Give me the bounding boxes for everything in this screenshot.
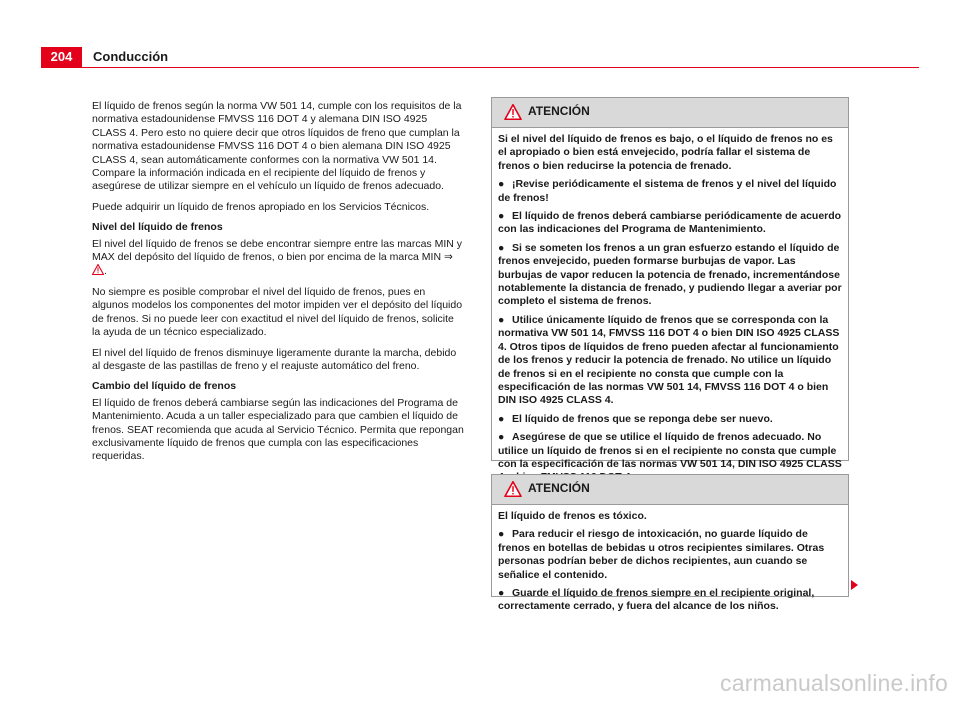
paragraph-with-warning-ref [92,238,464,279]
paragraph: El nivel del líquido de frenos disminuye ligeramente durante la marcha, debido al desgaste de las pastillas de freno y el reajuste automático del freno. [92,346,457,372]
warning-title: ATENCIÓN [528,481,590,495]
continue-arrow-icon[interactable] [851,580,858,590]
reference-arrow: ⇒ [443,251,453,264]
page-number: 204 [41,47,82,67]
bullet: ● [498,210,505,223]
list-item: ● Utilice únicamente líquido de frenos que se corresponda con la normativa VW 501 14, FMVSS 116 DOT 4 o bien DIN ISO 4925 CLASS 4. Otros tipos de líquidos de freno pueden afectar al funcionamiento de los frenos y reducir la potencia de frenado. No utilice un líquido de frenos si en el recipiente no consta que cumple con la especificación de las normas VW 501 14, FMVSS 116 DOT 4 o bien DIN ISO 4925 CLASS 4. [498,313,840,407]
bullet: ● [498,313,505,326]
warning-intro: El líquido de frenos es tóxico. [498,510,647,522]
bullet: ● [498,528,505,541]
warning-title: ATENCIÓN [528,104,590,118]
watermark: carmanualsonline.info [720,670,948,696]
subheading-brake-fluid-change: Cambio del líquido de frenos [92,380,237,393]
paragraph: Puede adquirir un líquido de frenos apropiado en los Servicios Técnicos. [92,200,430,213]
list-item: ● Asegúrese de que se utilice el líquido de frenos adecuado. No utilice un líquido de frenos si en el recipiente no consta que cumple con la especificación de las normas VW 501 14, DIN ISO 4925 CLASS [498,431,842,470]
list-item: ● El líquido de frenos deberá cambiarse periódicamente de acuerdo con las indicaciones del Programa de Mantenimiento. [498,210,842,236]
warning-triangle-icon [504,481,522,497]
list-item: ● Si se someten los frenos a un gran esfuerzo estando el líquido de frenos envejecido, pueden formarse burbujas de vapor. Las burbujas de vapor reducen la potencia de frenado, incrementándose notablemente la distancia de frenado, y pudiendo llegar a averiar por completo el sistema de frenos. [498,241,842,308]
subheading-brake-fluid-level: Nivel del líquido de frenos [92,221,223,234]
list-item: ● Guarde el líquido de frenos siempre en el recipiente original, correctamente cerrado, y fuera del alcance de los niños. [498,587,815,613]
list-item: ● Para reducir el riesgo de intoxicación, no guarde líquido de frenos en botellas de bebidas u otros recipientes similares. Otras personas podrían beber de dichos recipientes, aun cuando se señalice el contenido. [498,528,825,581]
warning-box-header [492,475,848,505]
warning-box-header [492,98,848,128]
paragraph-text: El nivel del líquido de frenos se debe encontrar siempre entre las marcas MIN y MAX del depósito del líquido de frenos, o bien por encima de la marca MIN [92,237,463,264]
sentence-end: . [104,265,107,278]
bullet: ● [498,241,505,254]
warning-intro: Si el nivel del líquido de frenos es bajo, o el líquido de frenos no es el apropiado o bien está envejecido, podría fallar el sistema de frenos o bien reducirse la potencia de frenado. [498,133,833,172]
warning-box [491,474,849,613]
page-title: Conducción [93,49,169,64]
warning-body [492,128,848,491]
warning-triangle-icon[interactable] [92,264,104,275]
list-item: ● ¡Revise periódicamente el sistema de frenos y el nivel del líquido de frenos! [498,178,837,204]
warning-body [492,505,848,620]
bullet: ● [498,412,505,425]
list-item: ● El líquido de frenos que se reponga debe ser nuevo. [498,412,773,425]
bullet: ● [498,178,505,191]
paragraph: El líquido de frenos deberá cambiarse según las indicaciones del Programa de Mantenimiento. Acuda a un taller especializado para que cambien el líquido de frenos. SEAT recomienda que acuda al Servicio Técnico. Permita que repongan exclusivamente líquido de frenos que cumpla con las especificaciones requeridas. [92,396,464,463]
paragraph: No siempre es posible comprobar el nivel del líquido de frenos, pues en algunos modelos los componentes del motor impiden ver el depósito del líquido de frenos. Si no puede leer con exactitud el nivel del líquido de frenos, solicite la ayuda de un técnico especializado. [92,285,463,339]
warning-triangle-icon [504,104,522,120]
bullet: ● [498,431,505,444]
header-rule [41,67,919,68]
warning-box [491,97,849,470]
left-column [92,100,464,471]
bullet: ● [498,587,505,600]
paragraph: El líquido de frenos según la norma VW 501 14, cumple con los requisitos de la normativa estadounidense FMVSS 116 DOT 4 y alemana DIN ISO 4925 CLASS 4. Pero esto no quiere decir que otros líquidos de freno que cumplan la normativa estadounidense FMVSS 116 DOT 4 o bien alemana DIN ISO 4925 CLASS 4, sean automáticamente conformes con la normativa VW 501 14. Compare la información indicada en el recipiente del líquido de frenos y asegúrese de utilizar siempre en el vehículo un líquido de frenos adecuado. [92,100,462,193]
